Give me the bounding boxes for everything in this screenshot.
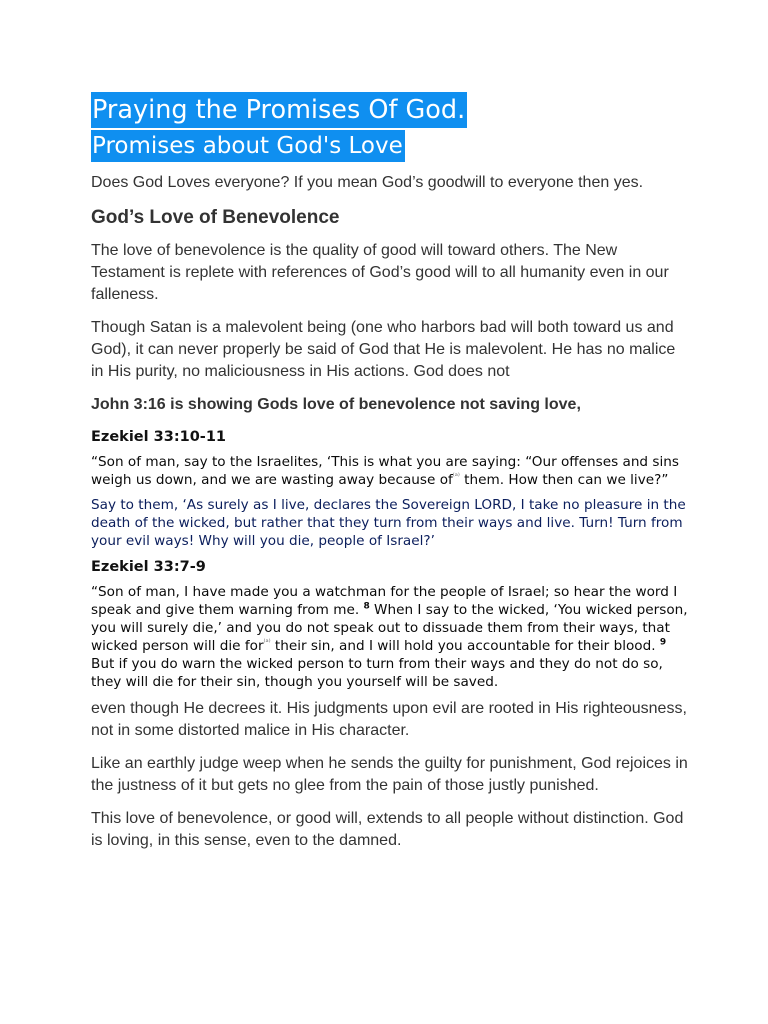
ezekiel-33-7-9-verse [91,583,691,691]
paragraph-all-people: This love of benevolence, or good will, extends to all people without distinction. God is loving, in this sense, even to the damned. [91,810,684,849]
paragraph-decrees: even though He decrees it. His judgments upon evil are rooted in His righteousness, not in some distorted malice in His character. [91,700,687,739]
verse-text: “Son of man, I have made you a watchman for the people of Israel; so hear the word I speak and give them warning from me. [91,584,678,618]
paragraph-judge: Like an earthly judge weep when he sends the guilty for punishment, God rejoices in the justness of it but gets no glee from the pain of those justly punished. [91,755,688,794]
verse-text: “Son of man, say to the Israelites, ‘This is what you are saying: “Our offenses and sins weigh us down, and we are wasting away because of [91,454,679,488]
verse-text: But if you do warn the wicked person to turn from their ways and they do not do so, they will die for their sin, though you yourself will be saved. [91,656,663,690]
ezekiel-33-10-verse [91,453,691,489]
subtitle-highlight: Promises about God's Love [91,130,405,162]
document-page [91,92,691,863]
ezekiel-33-10-11-reference: Ezekiel 33:10-11 [91,429,226,445]
ezekiel-33-11-verse: Say to them, ‘As surely as I live, declares the Sovereign LORD, I take no pleasure in the death of the wicked, but rather that they turn from their ways and live. Turn! Turn from your evil ways! Why will you die, people of Israel?’ [91,497,686,549]
section-heading: God’s Love of Benevolence [91,207,340,228]
document-subtitle [91,130,691,162]
ezekiel-33-7-9-reference: Ezekiel 33:7-9 [91,559,206,575]
paragraph-benevolence: The love of benevolence is the quality of good will toward others. The New Testament is replete with references of God’s good will to all humanity even in our falleness. [91,242,669,303]
intro-paragraph: Does God Loves everyone? If you mean God’s goodwill to everyone then yes. [91,174,644,191]
verse-text: When I say to the wicked, ‘You wicked person, you will surely die,’ and you do not speak out to dissuade them from their ways, that wicked person will die for [91,602,688,654]
verse-number-8: 8 [363,601,370,612]
verse-number-9: 9 [659,637,667,648]
john-3-16-line: John 3:16 is showing Gods love of benevolence not saving love, [91,396,581,413]
paragraph-satan: Though Satan is a malevolent being (one who harbors bad will both toward us and God), it can never properly be said of God that He is malevolent. He has no malice in His purity, no maliciousness in His actions. God does not [91,319,676,380]
footnote-marker[interactable]: ⁽ᵃ⁾ [263,637,271,647]
footnote-marker[interactable]: ⁽ᵃ⁾ [452,471,460,481]
verse-text: them. How then can we live?” [459,472,669,488]
verse-text: their sin, and I will hold you accountable for their blood. [270,638,660,654]
document-title [91,92,691,128]
title-highlight: Praying the Promises Of God. [91,92,467,128]
